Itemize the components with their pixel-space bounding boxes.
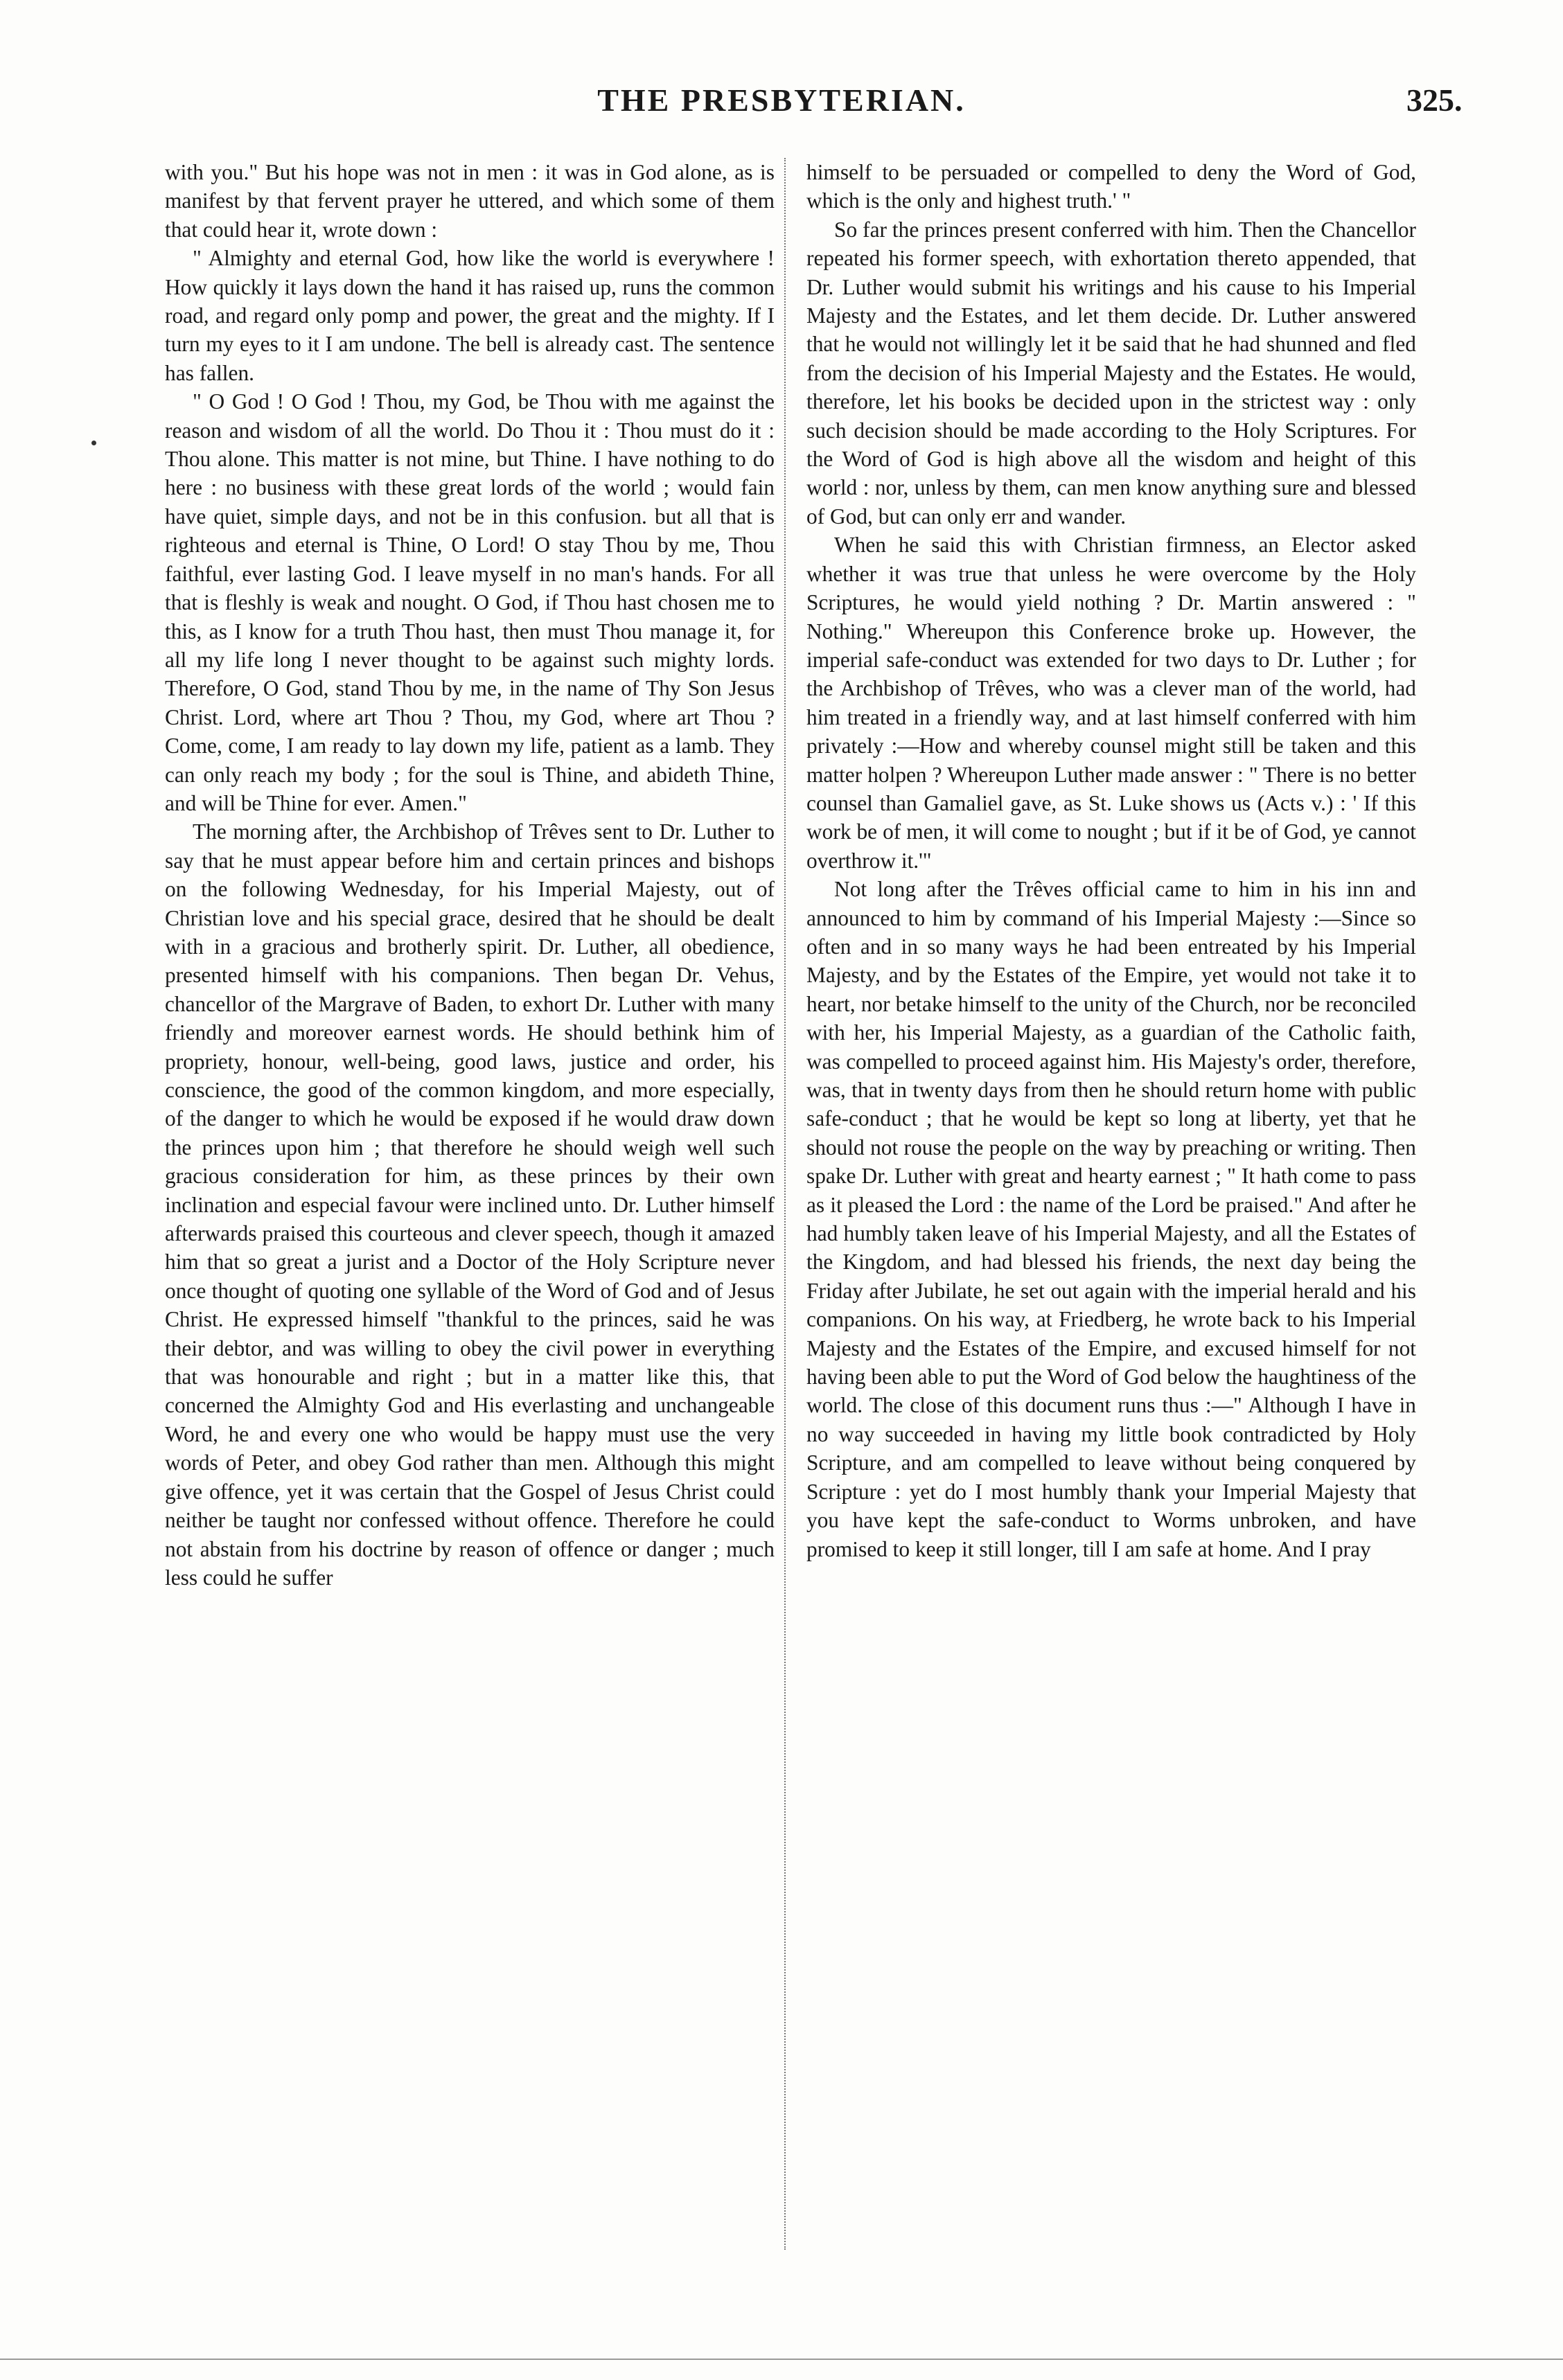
column-divider — [784, 158, 786, 2250]
page-title: THE PRESBYTERIAN. — [597, 82, 966, 118]
paragraph: himself to be persuaded or compelled to deny the Word of God, which is the only and highest truth.' " — [806, 160, 1416, 213]
paragraph: Not long after the Trêves official came to him in his inn and announced to him by command of his Imperial Majesty :—Since so often and in so many ways he had been entreated by his Imperial Majesty, and by the Estates of the Empire, yet would not take it to heart, nor betake himself to the unity of the Church, nor be reconciled with her, his Imperial Majesty, as a guardian of the Catholic faith, was compelled to proceed against him. His Majesty's order, therefore, was, that in twenty days from then he should return home with public safe-conduct ; that he would be kept so long at liberty, yet that he should not rouse the people on the way by preaching or writing. Then spake Dr. Luther with great and hearty earnest ; " It hath come to pass as it pleased the Lord : the name of the Lord be praised." And after he had humbly taken leave of his Imperial Majesty, and all the Estates of the Kingdom, and had blessed his friends, the next day being the Friday after Jubilate, he set out again with the imperial herald and his companions. On his way, at Friedberg, he wrote back to his Imperial Majesty and the Estates of the Empire, and excused himself for not having been able to put the Word of God below the haughtiness of the world. The close of this document runs thus :—" Although I have in no way succeeded in having my little book contradicted by Holy Scripture, and am compelled to leave without being conquered by Scripture : yet do I most humbly thank your Imperial Majesty that you have kept the safe-conduct to Worms unbroken, and have promised to keep it still longer, till I am safe at home. And I pray — [806, 877, 1416, 1561]
page-bottom-edge — [0, 2359, 1563, 2360]
right-column — [806, 158, 1416, 1563]
left-column — [165, 158, 775, 1592]
paragraph: When he said this with Christian firmness, an Elector asked whether it was true that unless he were overcome by the Holy Scriptures, he would yield nothing ? Dr. Martin answered : " Nothing." Whereupon this Conference broke up. However, the imperial safe-conduct was extended for two days to Dr. Luther ; for the Archbishop of Trêves, who was a clever man of the world, had him treated in a friendly way, and at last himself conferred with him privately :—How and whereby counsel might still be taken and this matter holpen ? Whereupon Luther made answer : " There is no better counsel than Gamaliel gave, as St. Luke shows us (Acts v.) : ' If this work be of men, it will come to nought ; but if it be of God, ye cannot overthrow it.'" — [806, 533, 1416, 873]
paragraph: The morning after, the Archbishop of Trêves sent to Dr. Luther to say that he must appear before him and certain princes and bishops on the following Wednesday, for his Imperial Majesty, out of Christian love and his special grace, desired that he should be dealt with in a gracious and brotherly spirit. Dr. Luther, all obedience, presented himself with his companions. Then began Dr. Vehus, chancellor of the Margrave of Baden, to exhort Dr. Luther with many friendly and moreover earnest words. He should bethink him of propriety, honour, well-being, good laws, justice and order, his conscience, the good of the common kingdom, and more especially, of the danger to which he would be exposed if he would draw down the princes upon him ; that therefore he should weigh well such gracious consideration for him, as these princes by their own inclination and especial favour were inclined unto. Dr. Luther himself afterwards praised this courteous and clever speech, though it amazed him that so great a jurist and a Doctor of the Holy Scripture never once thought of quoting one syllable of the Word of God and of Jesus Christ. He expressed himself "thankful to the princes, said he was their debtor, and was willing to obey the civil power in everything that was honourable and right ; but in a matter like this, that concerned the Almighty God and His everlasting and unchangeable Word, he and every one who would be happy must use the very words of Peter, and obey God rather than men. Although this might give offence, yet it was certain that the Gospel of Jesus Christ could neither be taught nor confessed without offence. Therefore he could not abstain from his doctrine by reason of offence or danger ; much less could he suffer — [165, 819, 775, 1590]
paragraph: with you." But his hope was not in men : it was in God alone, as is manifest by that fervent prayer he uttered, and which some of them that could hear it, wrote down : — [165, 160, 775, 242]
page-number: 325. — [1406, 82, 1463, 118]
paragraph: " O God ! O God ! Thou, my God, be Thou with me against the reason and wisdom of all the world. Do Thou it : Thou must do it : Thou alone. This matter is not mine, but Thine. I have nothing to do here : no business with these great lords of the world ; would fain have quiet, simple days, and not be in this confusion. but all that is righteous and eternal is Thine, O Lord! O stay Thou by me, Thou faithful, ever lasting God. I leave myself in no man's hands. For all that is fleshly is weak and nought. O God, if Thou hast chosen me to this, as I know for a truth Thou hast, then must Thou manage it, for all my life long I never thought to be against such mighty lords. Therefore, O God, stand Thou by me, in the name of Thy Son Jesus Christ. Lord, where art Thou ? Thou, my God, where art Thou ? Come, come, I am ready to lay down my life, patient as a lamb. They can only reach my body ; for the soul is Thine, and abideth Thine, and will be Thine for ever. Amen." — [165, 389, 775, 815]
paragraph: So far the princes present conferred with him. Then the Chancellor repeated his former speech, with exhortation thereto appended, that Dr. Luther would submit his writings and his cause to his Imperial Majesty and the Estates, and let them decide. Dr. Luther answered that he would not willingly let it be said that he had shunned and fled from the decision of his Imperial Majesty and the Estates. He would, therefore, let his books be decided upon in the strictest way : only such decision should be made according to the Holy Scriptures. For the Word of God is high above all the wisdom and height of this world : nor, unless by them, can men know anything sure and blessed of God, but can only err and wander. — [806, 217, 1416, 529]
paragraph: " Almighty and eternal God, how like the world is everywhere ! How quickly it lays down the hand it has raised up, runs the common road, and regard only pomp and power, the great and the mighty. If I turn my eyes to it I am undone. The bell is already cast. The sentence has fallen. — [165, 246, 775, 385]
margin-dot — [91, 441, 96, 445]
